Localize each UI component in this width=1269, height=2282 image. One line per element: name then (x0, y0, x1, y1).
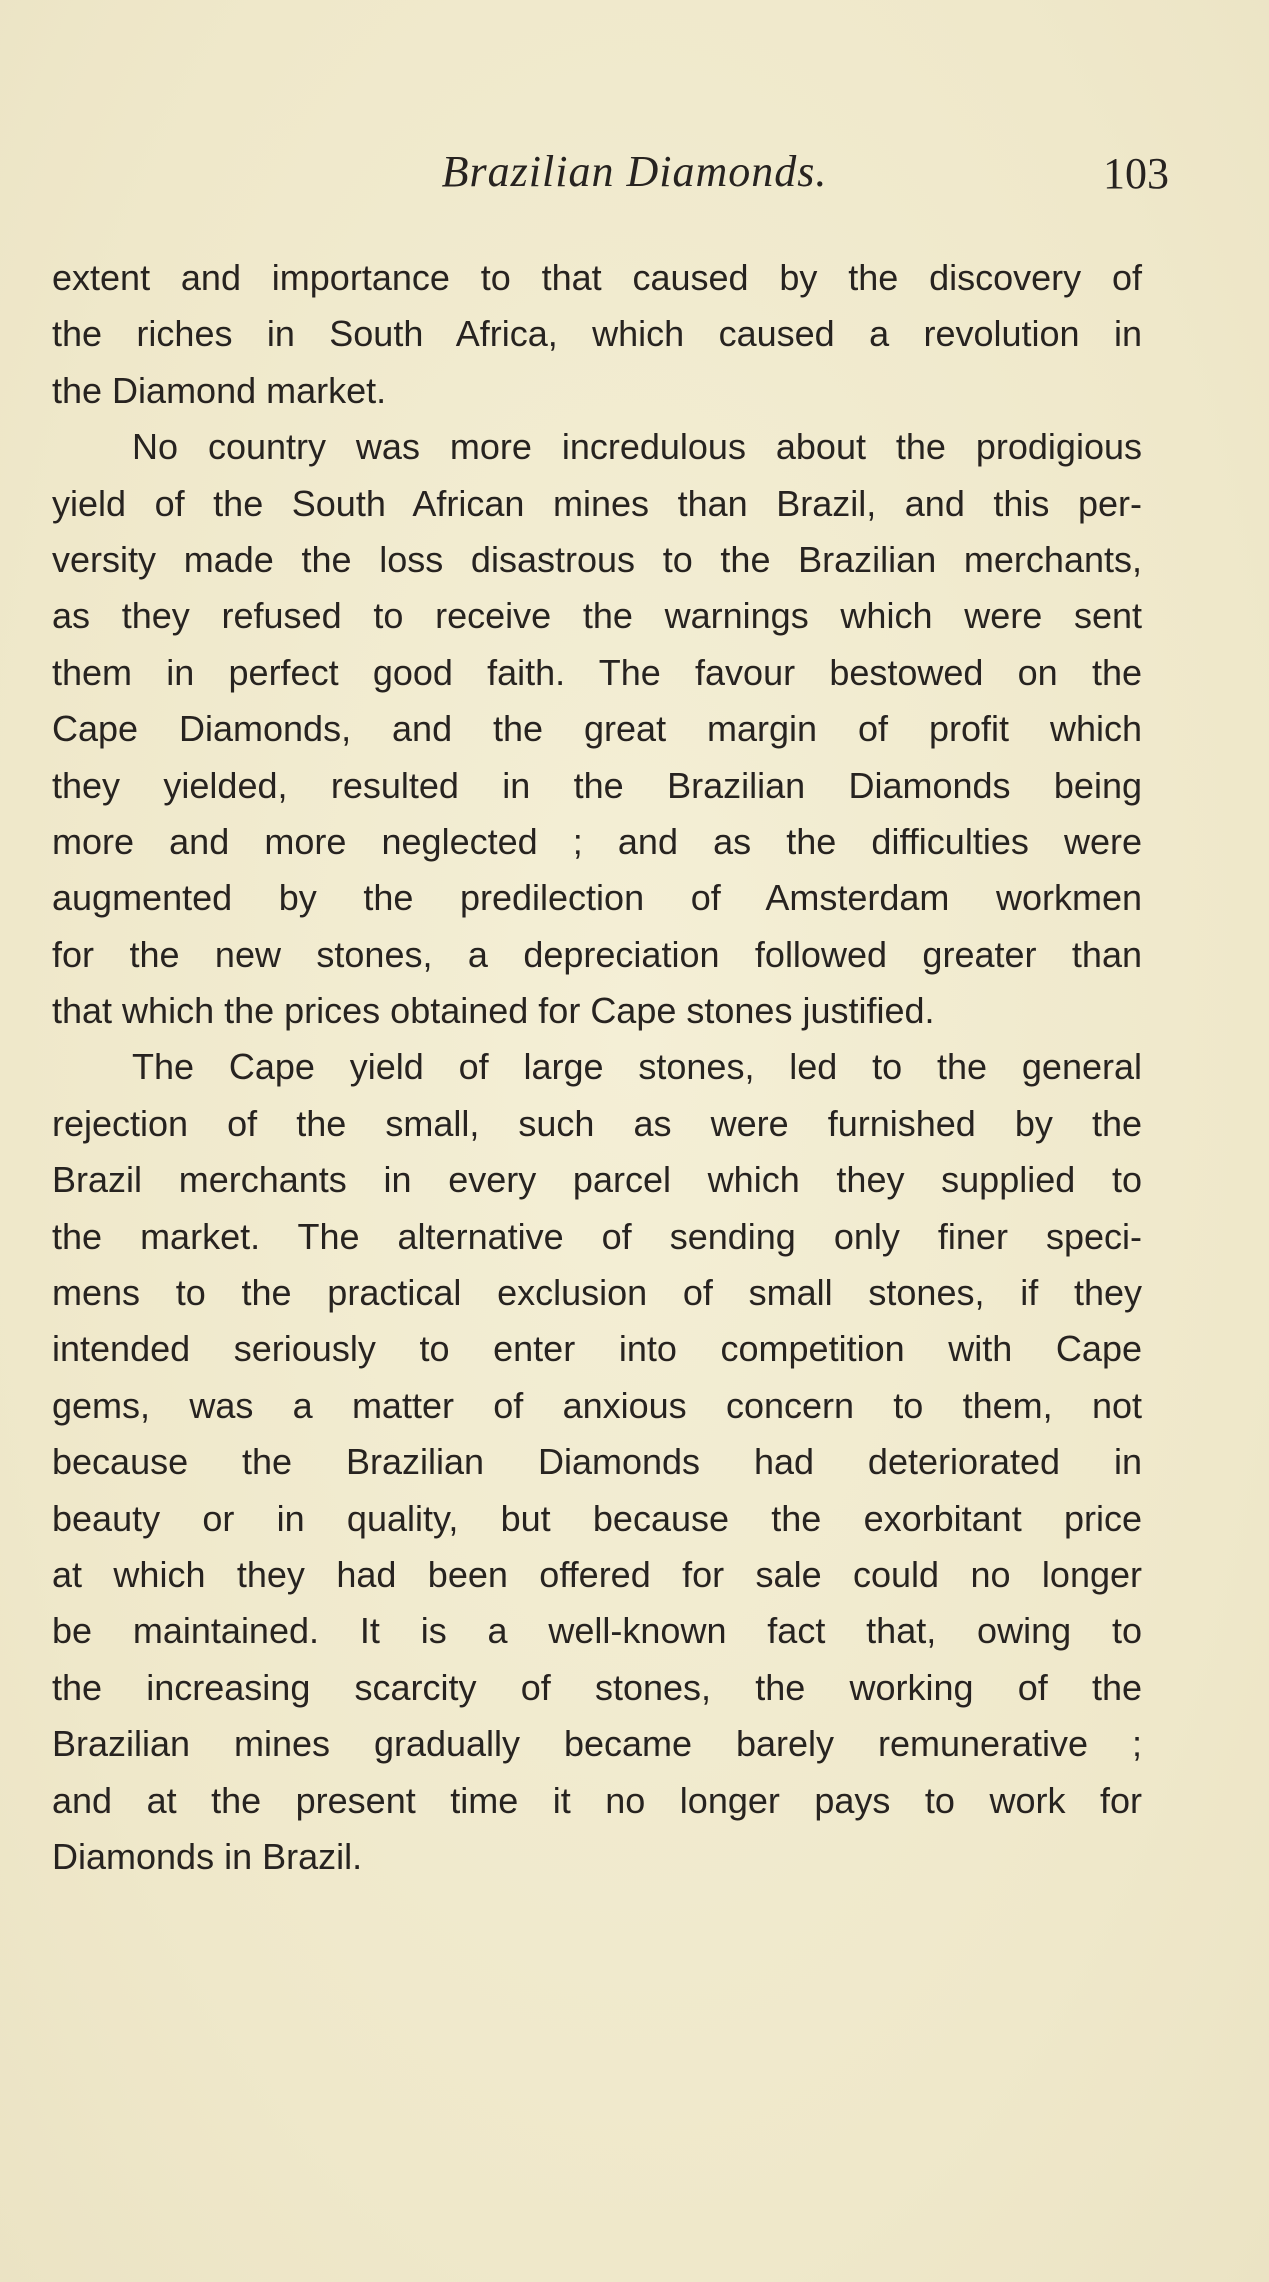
running-title: Brazilian Diamonds. (441, 147, 828, 196)
text-line: the market. The alternative of sending only finer speci- (52, 1215, 1142, 1257)
text-line: rejection of the small, such as were furnished by the (52, 1102, 1142, 1144)
text-line: extent and importance to that caused by the discovery of (52, 257, 1142, 298)
text-line: that which the prices obtained for Cape stones justified. (52, 990, 935, 1032)
page-number: 103 (1103, 149, 1169, 198)
text-line: the Diamond market. (52, 369, 387, 411)
text-line: them in perfect good faith. The favour bestowed on the (52, 651, 1142, 693)
text-line: the increasing scarcity of stones, the working of the (52, 1666, 1142, 1708)
text-line: Brazil merchants in every parcel which they supplied to (52, 1159, 1142, 1201)
text-line: at which they had been offered for sale could no longer (52, 1553, 1142, 1595)
text-line: and at the present time it no longer pays to work for (52, 1779, 1142, 1821)
text-line: Diamonds in Brazil. (52, 1835, 363, 1877)
text-line: The Cape yield of large stones, led to the general (132, 1046, 1142, 1088)
text-line: augmented by the predilection of Amsterdam workmen (52, 877, 1142, 919)
text-line: the riches in South Africa, which caused a revolution in (52, 313, 1142, 355)
text-line: because the Brazilian Diamonds had deteriorated in (52, 1441, 1142, 1483)
text-line: mens to the practical exclusion of small stones, if they (52, 1272, 1142, 1314)
text-line: gems, was a matter of anxious concern to them, not (52, 1384, 1142, 1426)
text-line: Brazilian mines gradually became barely remunerative ; (52, 1723, 1142, 1765)
text-line: be maintained. It is a well-known fact that, owing to (52, 1610, 1142, 1652)
text-line: versity made the loss disastrous to the Brazilian merchants, (52, 538, 1142, 580)
body-text (52, 250, 1142, 1885)
text-line: intended seriously to enter into competition with Cape (52, 1328, 1142, 1370)
text-line: more and more neglected ; and as the difficulties were (52, 820, 1142, 862)
text-line: as they refused to receive the warnings which were sent (52, 595, 1142, 637)
running-head (0, 138, 1269, 208)
text-line: Cape Diamonds, and the great margin of profit which (52, 708, 1142, 750)
text-line: yield of the South African mines than Brazil, and this per- (52, 482, 1142, 524)
text-line: they yielded, resulted in the Brazilian Diamonds being (52, 764, 1142, 806)
text-line: No country was more incredulous about the prodigious (132, 426, 1142, 468)
text-line: beauty or in quality, but because the exorbitant price (52, 1497, 1142, 1539)
text-line: for the new stones, a depreciation followed greater than (52, 933, 1142, 975)
